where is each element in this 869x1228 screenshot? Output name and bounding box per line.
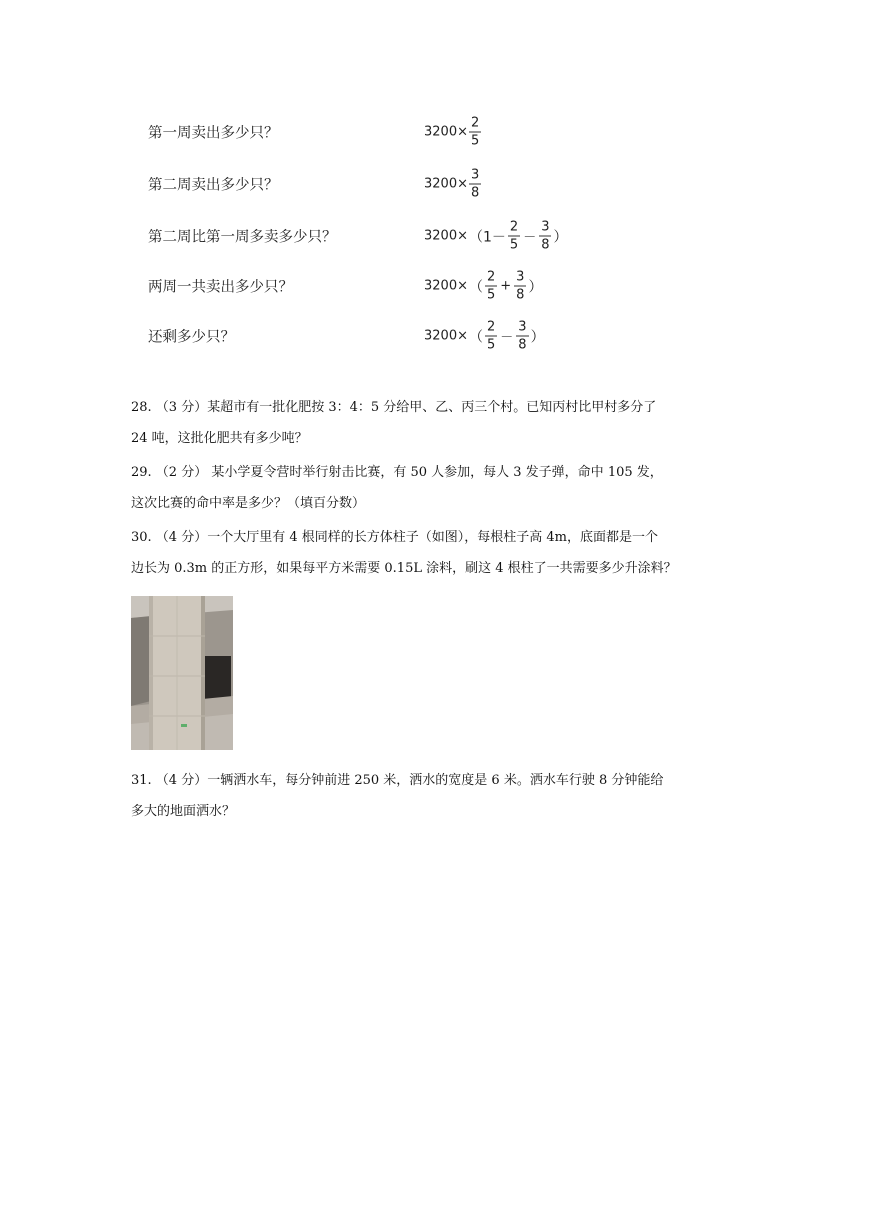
question-text: 第一周卖出多少只？ bbox=[148, 125, 279, 142]
operator: － bbox=[500, 330, 514, 346]
fraction bbox=[485, 271, 497, 302]
expression bbox=[424, 169, 482, 200]
expression bbox=[424, 221, 568, 252]
table-row bbox=[148, 164, 608, 204]
expression bbox=[424, 117, 482, 148]
problem-line: 29. （2 分） 某小学夏令营时举行射击比赛，有 50 人参加，每人 3 发子弹，命中 105 发， bbox=[131, 465, 663, 480]
expression-base: 3200× bbox=[424, 328, 468, 344]
expression-base: 3200× bbox=[424, 228, 468, 244]
operator: － bbox=[523, 230, 537, 246]
table-row bbox=[148, 316, 608, 356]
numerator: 3 bbox=[516, 269, 525, 285]
problem-line: 多大的地面洒水？ bbox=[131, 804, 236, 819]
close-paren: ） bbox=[528, 279, 543, 295]
denominator: 5 bbox=[470, 133, 480, 149]
numerator: 2 bbox=[509, 219, 519, 235]
denominator: 8 bbox=[518, 337, 527, 353]
denominator: 5 bbox=[486, 287, 496, 303]
expression-base: 3200× bbox=[424, 176, 468, 192]
fraction bbox=[508, 221, 520, 252]
question-text: 第二周比第一周多卖多少只？ bbox=[148, 229, 337, 246]
denominator: 5 bbox=[509, 237, 519, 253]
hall-column-photo bbox=[131, 596, 233, 750]
question-text: 两周一共卖出多少只？ bbox=[148, 279, 293, 296]
expression bbox=[424, 321, 546, 352]
operator: + bbox=[500, 278, 512, 294]
problem-line: 边长为 0.3m 的正方形，如果每平方米需要 0.15L 涂料，刷这 4 根柱了一共需要多少升涂料？ bbox=[131, 561, 677, 576]
problem-30 bbox=[131, 522, 743, 584]
problem-line: 31. （4 分）一辆洒水车，每分钟前进 250 米，洒水的宽度是 6 米。洒水车行驶 8 分钟能给 bbox=[131, 773, 664, 788]
table-row bbox=[148, 112, 608, 152]
numerator: 3 bbox=[541, 219, 550, 235]
problem-31 bbox=[131, 765, 743, 827]
problem-28 bbox=[131, 392, 743, 454]
numerator: 2 bbox=[486, 319, 496, 335]
table-row bbox=[148, 216, 608, 256]
expression bbox=[424, 271, 543, 302]
close-paren: ） bbox=[553, 229, 568, 245]
open-paren: （1－ bbox=[468, 229, 506, 245]
fraction bbox=[469, 117, 481, 148]
denominator: 8 bbox=[470, 185, 480, 201]
fraction bbox=[539, 221, 551, 252]
problem-line: 这次比赛的命中率是多少？（填百分数） bbox=[131, 496, 366, 511]
open-paren: （ bbox=[468, 279, 483, 295]
numerator: 2 bbox=[486, 269, 496, 285]
denominator: 5 bbox=[486, 337, 496, 353]
problem-29 bbox=[131, 457, 743, 519]
numerator: 3 bbox=[470, 167, 480, 183]
problem-line: 30. （4 分）一个大厅里有 4 根同样的长方体柱子（如图），每根柱子高 4m，底面都是一个 bbox=[131, 530, 658, 545]
expression-base: 3200× bbox=[424, 124, 468, 140]
expression-base: 3200× bbox=[424, 278, 468, 294]
question-text: 第二周卖出多少只？ bbox=[148, 177, 279, 194]
table-row bbox=[148, 266, 608, 306]
column-illustration bbox=[131, 596, 233, 750]
problem-line: 28. （3 分）某超市有一批化肥按 3：4：5 分给甲、乙、丙三个村。已知丙村比甲村多分了 bbox=[131, 400, 657, 415]
open-paren: （ bbox=[468, 329, 483, 345]
denominator: 8 bbox=[541, 237, 550, 253]
fraction bbox=[469, 169, 481, 200]
fraction bbox=[516, 321, 528, 352]
close-paren: ） bbox=[530, 329, 545, 345]
numerator: 3 bbox=[518, 319, 527, 335]
numerator: 2 bbox=[470, 115, 480, 131]
fraction bbox=[485, 321, 497, 352]
question-text: 还剩多少只？ bbox=[148, 329, 235, 346]
problem-line: 24 吨，这批化肥共有多少吨？ bbox=[131, 431, 308, 446]
denominator: 8 bbox=[516, 287, 525, 303]
fraction bbox=[514, 271, 526, 302]
